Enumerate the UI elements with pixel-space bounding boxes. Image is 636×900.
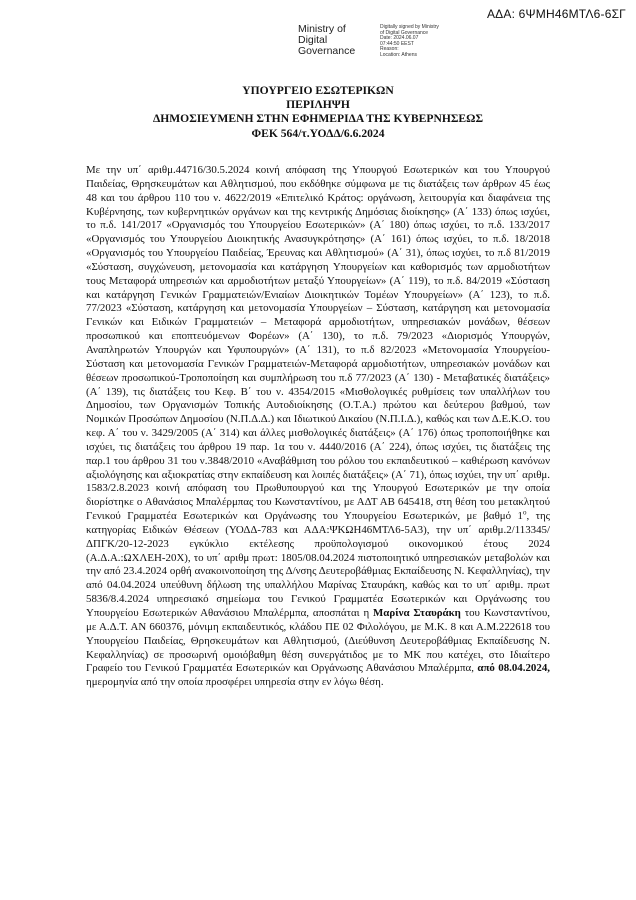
document-titles bbox=[0, 84, 636, 141]
signer-line-2: Digital bbox=[298, 34, 328, 46]
employee-name: Μαρίνα Σταυράκη bbox=[373, 607, 461, 619]
summary-title: ΠΕΡΙΛΗΨΗ bbox=[286, 98, 350, 112]
body-text-2: , της κατηγορίας Ειδικών Θέσεων (ΥΟΔΔ-783 και ΑΔΑ:ΨΚΩΗ46ΜΤΛ6-5Α3), την υπ΄ αριθμ.2/113345/ΔΠΓΚ/20-12-2023 εγκύκλιο εκτέλεσης προϋπολογισμού οικονομικού έτους 2024 (Α.Δ.Α.:ΩΧΛΕΗ-20Χ), το υπ΄ αριθμ πρωτ: 1805/08.04.2024 πιστοποιητικό υπηρεσιακών μεταβολών και την από 23.4.2024 ορθή ανακοινοποίηση της Δ/νσης Δευτεροβάθμιας Εκπαίδευσης Ν. Κεφαλληνίας), την από 04.04.2024 υπεύθυνη δήλωση της υπαλλήλου Μαρίνας Σταυράκη, καθώς και το υπ΄ αριθμ. πρωτ 5836/8.4.2024 υπηρεσιακό σημείωμα του Γενικού Γραμματέα Εσωτερικών και Οργάνωσης του Υπουργείου Εσωτερικών Αθανάσιου Μπαλέρμπα, αποσπάται η bbox=[86, 510, 550, 619]
grade-superscript: ο bbox=[522, 508, 527, 517]
sig-detail-3: Date: 2024.06.07 bbox=[380, 35, 419, 42]
document-body bbox=[86, 164, 550, 690]
sig-detail-4: 07:44:50 EEST bbox=[380, 40, 414, 47]
ada-code: ΑΔΑ: 6ΨΜΗ46ΜΤΛ6-6ΣΓ bbox=[486, 7, 626, 21]
effective-date: από 08.04.2024, bbox=[477, 662, 550, 675]
body-text-4: ημερομηνία από την οποία προσφέρει υπηρεσία στην εν λόγω θέση. bbox=[86, 676, 384, 689]
gazette-issue: ΦΕΚ 564/τ.ΥΟΔΔ/6.6.2024 bbox=[251, 126, 385, 140]
signature-details bbox=[380, 25, 439, 59]
signer-line-1: Ministry of bbox=[298, 23, 346, 35]
ministry-title: ΥΠΟΥΡΓΕΙΟ ΕΣΩΤΕΡΙΚΩΝ bbox=[242, 84, 394, 97]
sig-detail-5: Reason: bbox=[380, 46, 399, 53]
digital-signature-block bbox=[298, 24, 439, 59]
gazette-title: ΔΗΜΟΣΙΕΥΜΕΝΗ ΣΤΗΝ ΕΦΗΜΕΡΙΔΑ ΤΗΣ ΚΥΒΕΡΝΗΣΕΩΣ bbox=[152, 112, 484, 126]
body-text-1: Με την υπ΄ αριθμ.44716/30.5.2024 κοινή απόφαση της Υπουργού Εσωτερικών και του Υπουργού Παιδείας, Θρησκευμάτων και Αθλητισμού, που εκδόθηκε σύμφωνα με τις διατάξεις των άρθρων 45 έως 48 και του άρθρου 110 του ν. 4622/2019 «Επιτελικό Κράτος: οργάνωση, λειτουργία και διαφάνεια της Κυβέρνησης, των κυβερνητικών οργάνων και της κεντρικής Δημόσιας διοίκησης» (Α΄ 133) όπως ισχύει, το π.δ. 141/2017 «Οργανισμός του Υπουργείου Εσωτερικών» (Α΄ 180) όπως ισχύει, το π.δ. 133/2017 «Οργανισμός του Υπουργείου Διοικητικής Ανασυγκρότησης» (Α΄ 161) όπως ισχύει, το π.δ. 18/2018 «Οργανισμός του Υπουργείου Παιδείας, Έρευνας και Αθλητισμού» (Α΄ 31), όπως ισχύει, το π.δ 81/2019 «Σύσταση, συγχώνευση, μετονομασία και κατάργηση Υπουργείων και καθορισμός των αρμοδιοτήτων τους Μεταφορά υπηρεσιών και αρμοδιοτήτων μεταξύ Υπουργείων» (Α΄ 119), το π.δ. 84/2019 «Σύσταση και κατάργηση Γενικών Γραμματειών/Ενιαίων Διοικητικών Τομέων Υπουργείων» (Α΄ 123), το π.δ. 77/2023 «Σύσταση, κατάργηση και μετονομασία Υπουργείων – Σύσταση, κατάργηση και μετονομασία Γενικών και Ειδικών Γραμματειών – Μεταφορά αρμοδιοτήτων, υπηρεσιακών μονάδων, θέσεων προσωπικού και εποπτευόμενων Φορέων» (Α΄ 130), το π.δ. 79/2023 «Διορισμός Υπουργών, Αναπληρωτών Υπουργών και Υφυπουργών» (Α΄ 131), το π.δ 82/2023 «Μετονομασία Υπουργείου-Σύσταση και μετονομασία Γενικών Γραμματειών-Μεταφορά αρμοδιοτήτων, υπηρεσιακών μονάδων και θέσεων προσωπικού-Τροποποίηση και συμπλήρωση του π.δ 77/2023 (Α΄ 130) - Μεταβατικές διατάξεις» (Α΄ 139), τις διατάξεις του Κεφ. Β΄ του ν. 4354/2015 «Μισθολογικές ρυθμίσεις των υπαλλήλων του Δημοσίου, των Οργανισμών Τοπικής Αυτοδιοίκησης (Ο.Τ.Α.) πρώτου και δεύτερου βαθμού, των Νομικών Προσώπων Δημοσίου (Ν.Π.Δ.Δ.) και Ιδιωτικού Δικαίου (Ν.Π.Ι.Δ.), καθώς και των Δ.Ε.Κ.Ο. του κεφ. Α΄ του ν. 3429/2005 (Α΄ 314) και άλλες μισθολογικές διατάξεις» (Α΄ 176) όπως τροποποιήθηκε και ισχύει, τις διατάξεις του άρθρου 19 παρ. 1α του ν. 4440/2016 (Α΄ 224), όπως ισχύει, τις διατάξεις της παρ.1 του άρθρου 31 του ν.3848/2010 «Αναβάθμιση του ρόλου του εκπαιδευτικού – καθιέρωση κανόνων αξιολόγησης και αξιοκρατίας στην εκπαίδευση και λοιπές διατάξεις» (Α΄ 71), όπως ισχύει, την υπ΄ αριθμ. 1583/2.8.2023 κοινή απόφαση του Πρωθυπουργού και της Υπουργού Εσωτερικών με την οποία διορίστηκε ο Αθανάσιος Μπαλέρμπας του Κωνσταντίνου, με ΑΔΤ ΑΒ 645418, στη θέση του μετακλητού Γενικού Γραμματέα Εσωτερικών και Οργάνωσης του Υπουργείου Εσωτερικών, με βαθμό 1 bbox=[86, 164, 550, 523]
body-text-3: του Κωνσταντίνου, με Α.Δ.Τ. ΑΝ 660376, μόνιμη εκπαιδευτικός, κλάδου ΠΕ 02 Φιλολόγου, με Μ.Κ. 8 και Α.Μ.222618 του Υπουργείου Παιδείας, Θρησκευμάτων και Αθλητισμού, (Διεύθυνση Δευτεροβάθμιας Εκπαίδευσης Ν. Κεφαλληνίας) σε προσωρινή ομοιόβαθμη θέση συνεργάτιδος με το ΜΚ που κατέχει, στο Ιδιαίτερο Γραφείο του Γενικού Γραμματέα Εσωτερικών και Οργάνωσης Αθανάσιου Μπαλέρμπα, bbox=[86, 607, 550, 675]
signer-line-3: Governance bbox=[298, 45, 356, 57]
sig-detail-2: of Digital Governance bbox=[380, 29, 429, 36]
signer-name bbox=[298, 24, 376, 57]
sig-detail-6: Location: Athens bbox=[380, 51, 417, 58]
sig-detail-1: Digitally signed by Ministry bbox=[380, 24, 439, 30]
